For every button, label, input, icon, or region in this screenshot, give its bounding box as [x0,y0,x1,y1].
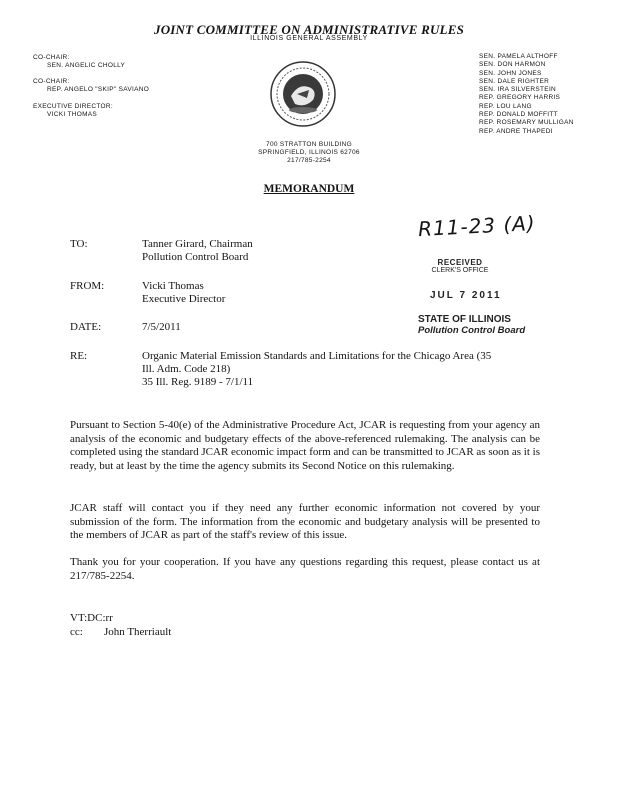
from-title: Executive Director [142,293,226,305]
received-stamp-board: Pollution Control Board [418,325,526,336]
to-name: Tanner Girard, Chairman [142,238,253,250]
memo-title: MEMORANDUM [263,183,355,195]
committee-member: REP. LOU LANG [479,102,532,110]
state-seal-icon [269,60,337,128]
subject-line-3: 35 Ill. Reg. 9189 - 7/1/11 [142,376,254,388]
cc-name: John Therriault [104,626,172,638]
committee-member: SEN. JOHN JONES [479,69,542,77]
body-paragraph-2: JCAR staff will contact you if they need any further economic information not covered by your submission of the form. The information from the economic and budgetary analysis will be presented to the members of JCAR as part of the staff's review of this issue. [70,502,540,542]
received-stamp-label: RECEIVED [437,258,483,267]
executive-director-name: VICKI THOMAS [47,111,98,118]
letterhead-title: JOINT COMMITTEE ON ADMINISTRATIVE RULES [154,22,464,37]
to-label: TO: [70,238,88,250]
co-chair2-label: CO-CHAIR: [33,78,70,85]
received-stamp-state: STATE OF ILLINOIS [418,314,511,325]
committee-member: SEN. PAMELA ALTHOFF [479,53,558,60]
received-stamp-date: JUL 7 2011 [430,290,502,301]
subject-line-2: Ill. Adm. Code 218) [142,363,231,375]
to-organization: Pollution Control Board [142,251,249,263]
address-block [0,141,618,165]
committee-member: REP. GREGORY HARRIS [479,94,561,102]
committee-members-list [479,53,574,136]
co-chair-label: CO-CHAIR: [33,54,70,61]
initials: VT:DC:rr [70,612,113,624]
re-label: RE: [70,350,88,362]
committee-member: REP. ANDRE THAPEDI [479,127,553,135]
co-chair2-name: REP. ANGELO "SKIP" SAVIANO [47,86,150,93]
cc-label: cc: [70,626,83,638]
address-street: 700 STRATTON BUILDING [266,141,352,148]
committee-member: REP. ROSEMARY MULLIGAN [479,119,574,127]
subject-line-1: Organic Material Emission Standards and Limitations for the Chicago Area (35 [142,350,492,362]
committee-member: REP. DONALD MOFFITT [479,111,558,119]
committee-member: SEN. DALE RIGHTER [479,77,550,85]
received-stamp-office: CLERK'S OFFICE [431,267,489,274]
subject-block [142,350,552,389]
date-value: 7/5/2011 [142,321,181,333]
letterhead-subtitle: ILLINOIS GENERAL ASSEMBLY [250,35,368,42]
committee-member: SEN. IRA SILVERSTEIN [479,86,557,94]
co-chair-name: SEN. ANGELIC CHOLLY [47,62,126,69]
body-paragraph-3: Thank you for your cooperation. If you have any questions regarding this request, please contact us at 217/785-2254. [70,556,540,582]
address-phone: 217/785-2254 [287,157,331,164]
handwritten-docket-number: R11-23 (A) [417,210,537,242]
address-city: SPRINGFIELD, ILLINOIS 62706 [258,149,360,156]
date-label: DATE: [70,321,102,333]
executive-director-label: EXECUTIVE DIRECTOR: [33,103,113,110]
body-paragraph-1: Pursuant to Section 5-40(e) of the Administrative Procedure Act, JCAR is requesting from your agency an analysis of the economic and budgetary effects of the above-referenced rulemaking. The analysis can be completed using the standard JCAR economic impact form and can be transmitted to JCAR as soon as it is ready, but at least by the time the agency submits its Second Notice on this rulemaking. [70,419,540,472]
from-label: FROM: [70,280,105,292]
committee-member: SEN. DON HARMON [479,61,546,69]
from-name: Vicki Thomas [142,280,204,292]
